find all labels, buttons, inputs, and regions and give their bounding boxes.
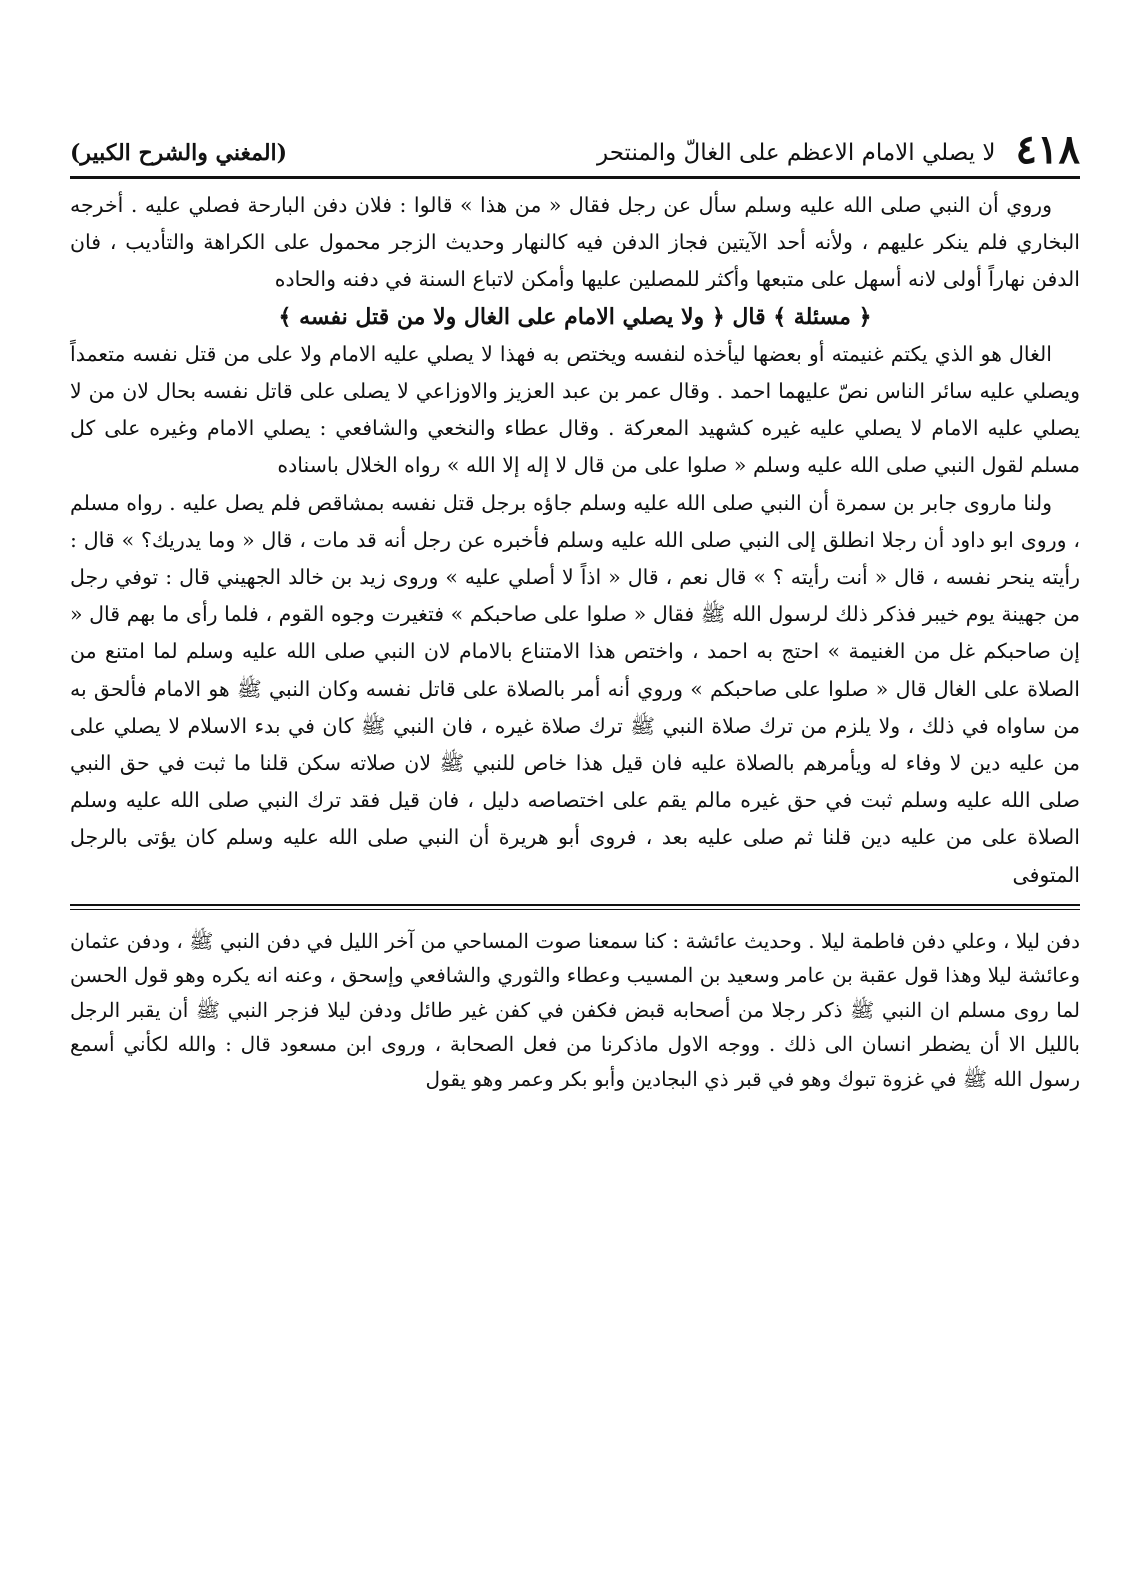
paragraph-1: وروي أن النبي صلى الله عليه وسلم سأل عن رجل فقال « من هذا » قالوا : فلان دفن البارحة فصلي عليه . أخرجه البخاري فلم ينكر عليهم ، ولأنه أحد الآيتين فجاز الدفن فيه كالنهار وحديث الزجر محمول على الكراهة والتأديب ، فان الدفن نهاراً أولى لانه أسهل على متبعها وأكثر للمصلين عليها وأمكن لاتباع السنة في دفنه والحاده xyxy=(70,193,1080,292)
footnote-section xyxy=(70,924,1080,1097)
page-number: ٤١٨ xyxy=(1015,126,1080,173)
page-header xyxy=(70,120,1080,173)
paragraph-2: الغال هو الذي يكتم غنيمته أو بعضها ليأخذه لنفسه ويختص به فهذا لا يصلي عليه الامام ولا على من قتل نفسه متعمداً ويصلي عليه سائر الناس نصّ عليهما احمد . وقال عمر بن عبد العزيز والاوزاعي لا يصلى على قاتل نفسه بحال لان من لا يصلي عليه الامام لا يصلي عليه غيره كشهيد المعركة . وقال عطاء والنخعي والشافعي : يصلي الامام وغيره على كل مسلم لقول النبي صلى الله عليه وسلم « صلوا على من قال لا إله إلا الله » رواه الخلال باسناده xyxy=(70,341,1080,478)
main-text xyxy=(70,187,1080,894)
footnote-text: دفن ليلا ، وعلي دفن فاطمة ليلا . وحديث عائشة : كنا سمعنا صوت المساحي من آخر الليل في دفن النبي ﷺ ، ودفن عثمان وعائشة ليلا وهذا قول عقبة بن عامر وسعيد بن المسيب وعطاء والثوري والشافعي وإسحق ، وعنه انه يكره وهو قول الحسن لما روى مسلم ان النبي ﷺ ذكر رجلا من أصحابه قبض فكفن في كفن غير طائل ودفن ليلا فزجر النبي ﷺ أن يقبر الرجل بالليل الا أن يضطر انسان الى ذلك . ووجه الاول ماذكرنا من فعل الصحابة ، وروى ابن مسعود قال : والله لكأني أسمع رسول الله ﷺ في غزوة تبوك وهو في قبر ذي البجادين وأبو بكر وعمر وهو يقول xyxy=(70,928,1080,1091)
header-rule xyxy=(70,176,1080,179)
book-title: (المغني والشرح الكبير) xyxy=(70,140,288,166)
footnote-separator xyxy=(70,904,1080,910)
paragraph-3: ولنا ماروى جابر بن سمرة أن النبي صلى الله عليه وسلم جاؤه برجل قتل نفسه بمشاقص فلم يصل عليه . رواه مسلم ، وروى ابو داود أن رجلا انطلق إلى النبي صلى الله عليه وسلم فأخبره عن رجل أنه قد مات ، قال « وما يدريك؟ » قال : رأيته ينحر نفسه ، قال « أنت رأيته ؟ » قال نعم ، قال « اذاً لا أصلي عليه » وروى زيد بن خالد الجهيني قال : توفي رجل من جهينة يوم خيبر فذكر ذلك لرسول الله ﷺ فقال « صلوا على صاحبكم » فتغيرت وجوه القوم ، فلما رأى ما بهم قال « إن صاحبكم غل من الغنيمة » احتج به احمد ، واختص هذا الامتناع بالامام لان النبي صلى الله عليه وسلم لما امتنع من الصلاة على الغال قال « صلوا على صاحبكم » وروي أنه أمر بالصلاة على قاتل نفسه وكان النبي ﷺ هو الامام فألحق به من ساواه في ذلك ، ولا يلزم من ترك صلاة النبي ﷺ ترك صلاة غيره ، فان النبي ﷺ كان في بدء الاسلام لا يصلي على من عليه دين لا وفاء له ويأمرهم بالصلاة عليه فان قيل هذا خاص للنبي ﷺ لان صلاته سكن قلنا ما ثبت في حق النبي صلى الله عليه وسلم ثبت في حق غيره مالم يقم على اختصاصه دليل ، فان قيل فقد ترك النبي صلى الله عليه وسلم الصلاة على من عليه دين قلنا ثم صلى عليه بعد ، فروى أبو هريرة أن النبي صلى الله عليه وسلم كان يؤتى بالرجل المتوفى xyxy=(70,490,1080,887)
masala-heading: ﴿ مسئلة ﴾ قال ﴿ ولا يصلي الامام على الغال ولا من قتل نفسه ﴾ xyxy=(278,303,872,330)
running-title: لا يصلي الامام الاعظم على الغالّ والمنتحر xyxy=(597,140,996,166)
document-page xyxy=(70,120,1080,1096)
